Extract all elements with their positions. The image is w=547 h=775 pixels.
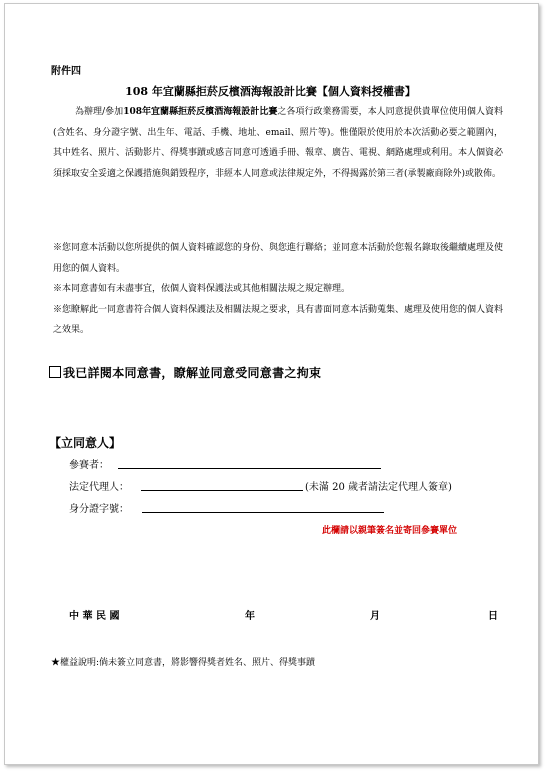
intro-body: 之各項行政業務需要，本人同意提供貴單位使用個人資料(含姓名、身分證字號、出生年、電話、手機、地址、email、照片等)。惟僅限於使用於本次活動必要之範圍內，其中姓名、照片、活動影片、得獎事蹟或感言同意可透過手冊、報章、廣告、電視、網路處理或利用。本人個資必須採取安全妥適之保護措施與銷毀程序，非經本人同意或法律規定外，不得揭露於第三者(承製廠商除外)或散佈。 [53, 107, 504, 179]
date-month: 月 [370, 611, 380, 622]
date-era: 中 華 民 國 [69, 611, 120, 622]
intro-paragraph [53, 102, 503, 184]
note-item: ※本同意書如有未盡事宜，依個人資料保護法或其他相關法規之規定辦理。 [53, 284, 351, 294]
document-title: 108 年宜蘭縣拒菸反檳酒海報設計比賽【個人資料授權書】 [125, 85, 416, 98]
note-item: ※您瞭解此一同意書符合個人資料保護法及相關法規之要求，具有書面同意本活動蒐集、處理及使用您的個人資料之效果。 [53, 304, 504, 335]
attachment-label: 附件四 [51, 66, 81, 77]
signer-heading: 【立同意人】 [49, 436, 122, 450]
agreement-checkbox-label: 我已詳閱本同意書，瞭解並同意受同意書之拘束 [63, 366, 322, 380]
guardian-signature-line[interactable] [141, 490, 303, 491]
rights-note: ★權益說明:倘未簽立同意書，將影響得獎者姓名、照片、得獎事蹟 [51, 658, 316, 668]
document-page [4, 3, 539, 765]
date-year: 年 [245, 611, 255, 622]
date-day: 日 [488, 611, 498, 622]
intro-prefix: 為辦理/參加 [75, 107, 124, 117]
guardian-note: (未滿 20 歲者請法定代理人簽章) [305, 482, 452, 493]
participant-signature-line[interactable] [118, 468, 381, 469]
handwritten-signature-note: 此欄請以親筆簽名並寄回參賽單位 [322, 526, 458, 536]
participant-label: 參賽者： [69, 460, 109, 471]
agreement-checkbox[interactable] [49, 366, 61, 378]
id-number-line[interactable] [142, 512, 384, 513]
note-item: ※您同意本活動以您所提供的個人資料確認您的身份、與您進行聯絡；並同意本活動於您報名錄取後繼續處理及使用您的個人資料。 [53, 243, 504, 274]
guardian-label: 法定代理人： [69, 482, 129, 493]
agreement-row[interactable] [49, 364, 321, 381]
notes-section [53, 238, 503, 341]
intro-event-name: 108年宜蘭縣拒菸反檳酒海報設計比賽 [123, 107, 278, 117]
id-number-label: 身分證字號： [69, 504, 129, 515]
